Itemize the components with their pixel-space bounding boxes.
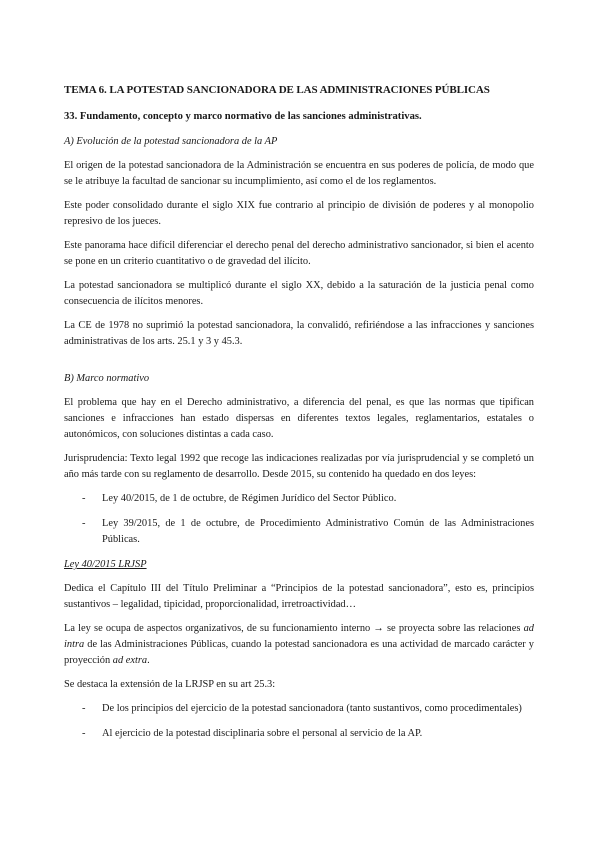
paragraph: El origen de la potestad sancionadora de la Administración se encuentra en sus poderes de policía, de modo que se le atribuye la facultad de sancionar su incumplimiento, así como el de los reglamentos. (64, 160, 534, 187)
section-b-heading: B) Marco normativo (64, 373, 150, 384)
list-item (64, 726, 534, 742)
document-body (64, 82, 534, 751)
list-item-text: Ley 39/2015, de 1 de octubre, de Procedimiento Administrativo Común de las Administraciones Públicas. (102, 518, 534, 545)
paragraph-text: de las Administraciones Públicas, cuando la potestad sancionadora es una actividad de marcado carácter y proyección (64, 639, 534, 666)
paragraph-text: . (147, 655, 150, 666)
list-dash: - (82, 703, 86, 714)
paragraph: Dedica el Capítulo III del Título Preliminar a “Principios de la potestad sancionadora”, esto es, principios sustantivos – legalidad, tipicidad, proporcionalidad, irretroactividad… (64, 583, 534, 610)
list-dash: - (82, 728, 86, 739)
section-a-heading: A) Evolución de la potestad sancionadora de la AP (64, 136, 278, 147)
paragraph: Este panorama hace difícil diferenciar el derecho penal del derecho administrativo sancionador, si bien el acento se pone en un criterio cuantitativo o de gravedad del ilícito. (64, 240, 534, 267)
page-title: TEMA 6. LA POTESTAD SANCIONADORA DE LAS ADMINISTRACIONES PÚBLICAS (64, 84, 490, 96)
vertical-spacer (64, 358, 534, 371)
paragraph: La potestad sancionadora se multiplicó durante el siglo XX, debido a la saturación de la justicia penal como consecuencia de ilícitos menores. (64, 280, 534, 307)
paragraph: Se destaca la extensión de la LRJSP en su art 25.3: (64, 679, 276, 690)
section-c-heading: Ley 40/2015 LRJSP (64, 559, 147, 570)
list-item (64, 516, 534, 548)
list-dash: - (82, 518, 86, 529)
paragraph-text: La ley se ocupa de aspectos organizativos, de su funcionamiento interno → se proyecta sobre las relaciones (64, 623, 524, 634)
section-subtitle: 33. Fundamento, concepto y marco normativo de las sanciones administrativas. (64, 111, 422, 122)
list-dash: - (82, 493, 86, 504)
paragraph: Este poder consolidado durante el siglo XIX fue contrario al principio de división de poderes y al monopolio represivo de los jueces. (64, 200, 534, 227)
emphasis-text: ad extra (112, 655, 148, 666)
paragraph: El problema que hay en el Derecho administrativo, a diferencia del penal, es que las normas que tipifican sanciones e infracciones han estado dispersas en diferentes textos legales, reglamentarios, estatales o autonómicos, con soluciones distintas a cada caso. (64, 397, 534, 440)
list-item-text: Al ejercicio de la potestad disciplinaria sobre el personal al servicio de la AP. (102, 728, 423, 739)
list-item-text: De los principios del ejercicio de la potestad sancionadora (tanto sustantivos, como procedimentales) (102, 703, 522, 714)
paragraph: La CE de 1978 no suprimió la potestad sancionadora, la convalidó, refiriéndose a las infracciones y sanciones administrativas de los arts. 25.1 y 3 y 45.3. (64, 320, 534, 347)
list-item-text: Ley 40/2015, de 1 de octubre, de Régimen Jurídico del Sector Público. (102, 493, 397, 504)
list-item (64, 491, 534, 507)
paragraph (64, 621, 534, 669)
laws-list (64, 491, 534, 548)
emphasis-text: ad intra (64, 623, 534, 650)
paragraph: Jurisprudencia: Texto legal 1992 que recoge las indicaciones realizadas por vía jurisprudencial y se completó un año más tarde con su reglamento de desarrollo. Desde 2015, su contenido ha quedado en dos leyes: (64, 453, 534, 480)
scope-list (64, 701, 534, 742)
list-item (64, 701, 534, 717)
